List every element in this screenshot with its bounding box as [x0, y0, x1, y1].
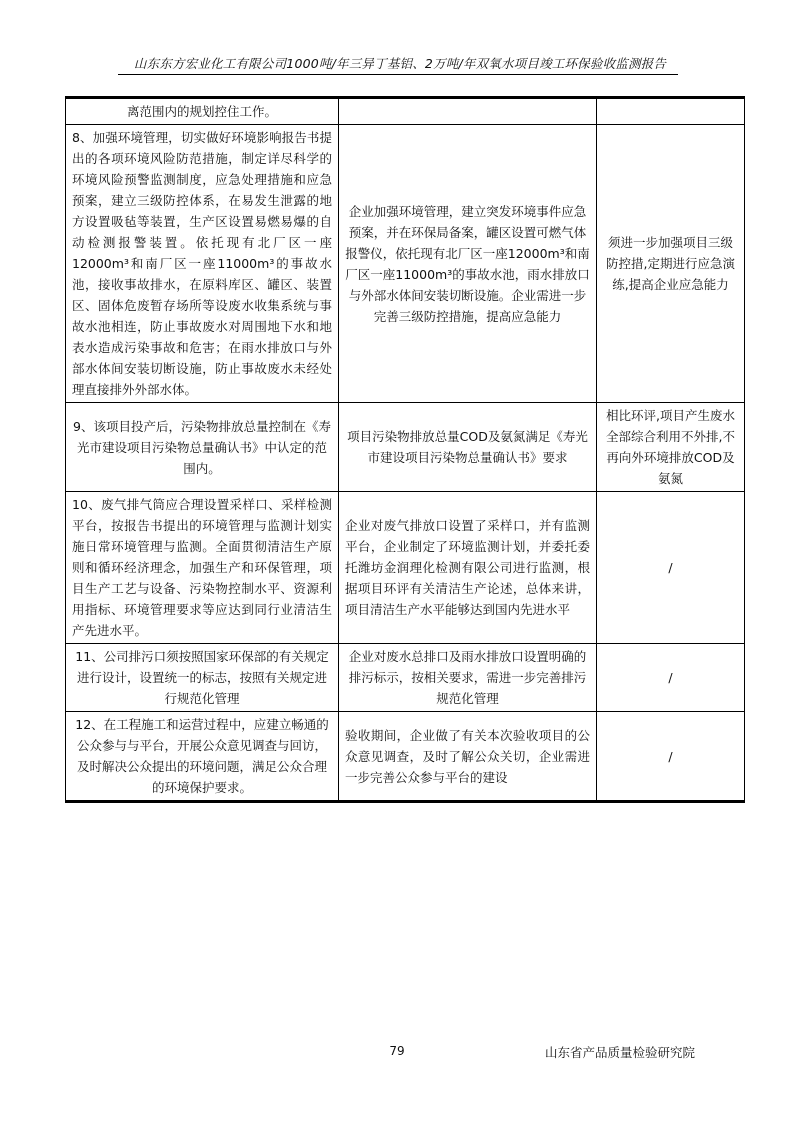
remark-cell — [597, 98, 745, 125]
acceptance-table — [65, 96, 745, 803]
remark-cell: / — [597, 492, 745, 644]
table-row — [66, 403, 745, 492]
page-number: 79 — [389, 1044, 405, 1058]
requirement-cell: 10、废气排气筒应合理设置采样口、采样检测平台，按报告书提出的环境管理与监测计划实施日常环境管理与监测。全面贯彻清洁生产原则和循环经济理念，加强生产和环保管理，项目生产工艺与设备、污染物控制水平、资源利用指标、环境管理要求等应达到同行业清洁生产先进水平。 — [66, 492, 339, 644]
remark-cell: / — [597, 712, 745, 802]
remark-cell: / — [597, 644, 745, 712]
table-row — [66, 644, 745, 712]
table-row — [66, 125, 745, 403]
remark-cell: 须进一步加强项目三级防控措,定期进行应急演练,提高企业应急能力 — [597, 125, 745, 403]
requirement-cell: 11、公司排污口须按照国家环保部的有关规定进行设计，设置统一的标志，按照有关规定进行规范化管理 — [66, 644, 339, 712]
implementation-cell: 验收期间，企业做了有关本次验收项目的公众意见调查，及时了解公众关切，企业需进一步完善公众参与平台的建设 — [339, 712, 597, 802]
implementation-cell — [339, 98, 597, 125]
table-row — [66, 492, 745, 644]
implementation-cell: 企业对废气排放口设置了采样口，并有监测平台，企业制定了环境监测计划，并委托委托潍坊金润理化检测有限公司进行监测，根据项目环评有关清洁生产论述，总体来讲，项目清洁生产水平能够达到国内先进水平 — [339, 492, 597, 644]
implementation-cell: 企业加强环境管理，建立突发环境事件应急预案，并在环保局备案，罐区设置可燃气体报警仪，依托现有北厂区一座12000m³和南厂区一座11000m³的事故水池，雨水排放口与外部水体间安装切断设施。企业需进一步完善三级防控措施，提高应急能力 — [339, 125, 597, 403]
implementation-cell: 企业对废水总排口及雨水排放口设置明确的排污标示，按相关要求，需进一步完善排污规范化管理 — [339, 644, 597, 712]
implementation-cell: 项目污染物排放总量COD及氨氮满足《寿光市建设项目污染物总量确认书》要求 — [339, 403, 597, 492]
header-divider — [118, 74, 678, 75]
remark-cell: 相比环评,项目产生废水全部综合利用不外排,不再向外环境排放COD及氨氮 — [597, 403, 745, 492]
requirement-cell: 12、在工程施工和运营过程中，应建立畅通的公众参与与平台，开展公众意见调查与回访，及时解决公众提出的环境问题，满足公众合理的环境保护要求。 — [66, 712, 339, 802]
requirement-cell: 离范围内的规划控住工作。 — [66, 98, 339, 125]
requirement-cell: 9、该项目投产后，污染物排放总量控制在《寿光市建设项目污染物总量确认书》中认定的范围内。 — [66, 403, 339, 492]
table-row — [66, 98, 745, 125]
report-header-title: 山东东方宏业化工有限公司1000吨/年三异丁基铝、2万吨/年双氧水项目竣工环保验收监测报告 — [133, 56, 667, 71]
requirement-cell: 8、加强环境管理，切实做好环境影响报告书提出的各项环境风险防范措施，制定详尽科学的环境风险预警监测制度，应急处理措施和应急预案，建立三级防控体系，在易发生泄露的地方设置吸毡等装置，生产区设置易燃易爆的自动检测报警装置。依托现有北厂区一座12000m³和南厂区一座11000m³的事故水池，接收事故排水，在原料库区、罐区、装置区、固体危废暂存场所等设废水收集系统与事故水池相连，防止事故废水对周围地下水和地表水造成污染事故和危害；在雨水排放口与外部水体间安装切断设施，防止事故废水未经处理直接排外外部水体。 — [66, 125, 339, 403]
table-row — [66, 712, 745, 802]
footer-organization: 山东省产品质量检验研究院 — [545, 1045, 696, 1060]
